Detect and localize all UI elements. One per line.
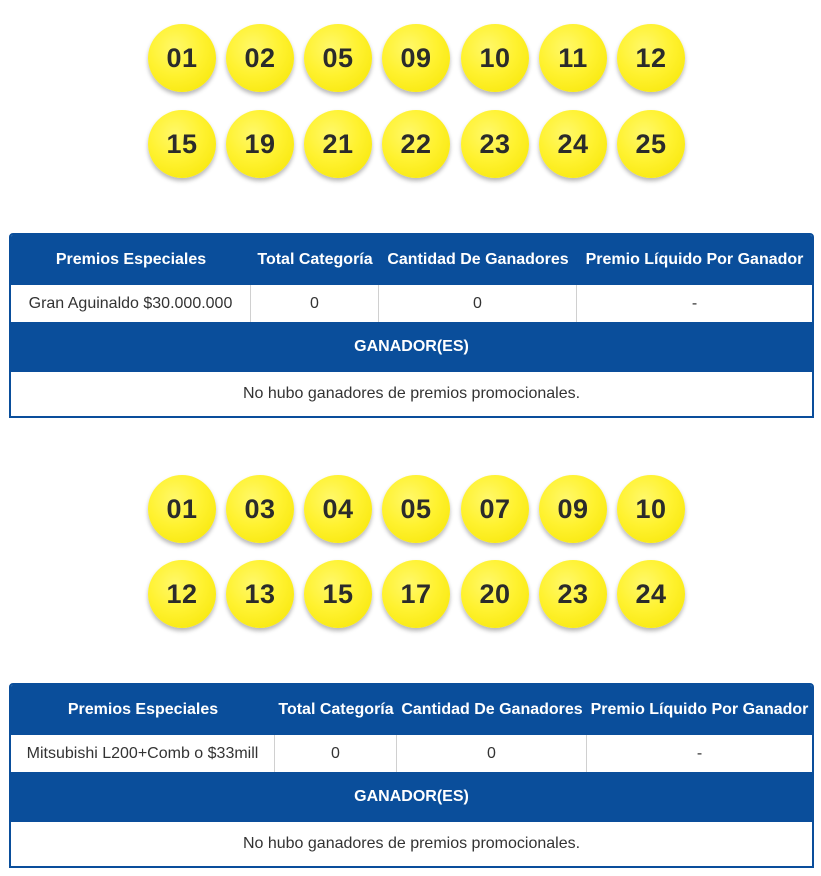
number-balls-row-1 bbox=[0, 24, 821, 98]
number-ball: 17 bbox=[382, 560, 450, 628]
number-ball: 01 bbox=[148, 475, 216, 543]
net-prize-cell: - bbox=[691, 294, 698, 312]
number-balls-row-1 bbox=[0, 475, 821, 549]
number-ball: 05 bbox=[382, 475, 450, 543]
header-premios-especiales: Premios Especiales bbox=[55, 251, 207, 268]
number-balls-row-2 bbox=[0, 560, 821, 634]
total-category-cell: 0 bbox=[275, 735, 397, 772]
number-ball: 09 bbox=[382, 24, 450, 92]
number-ball: 24 bbox=[617, 560, 685, 628]
number-ball: 25 bbox=[617, 110, 685, 178]
special-prizes-table bbox=[9, 683, 814, 868]
header-premios-especiales: Premios Especiales bbox=[67, 701, 219, 718]
number-ball: 07 bbox=[461, 475, 529, 543]
number-ball: 12 bbox=[148, 560, 216, 628]
number-ball: 11 bbox=[539, 24, 607, 92]
winners-header: GANADOR(ES) bbox=[11, 322, 812, 372]
header-cantidad-ganadores: Cantidad De Ganadores bbox=[387, 251, 569, 268]
number-ball: 10 bbox=[461, 24, 529, 92]
number-ball: 19 bbox=[226, 110, 294, 178]
number-ball: 22 bbox=[382, 110, 450, 178]
winners-header: GANADOR(ES) bbox=[11, 772, 812, 822]
number-ball: 05 bbox=[304, 24, 372, 92]
header-cantidad-ganadores: Cantidad De Ganadores bbox=[401, 701, 583, 718]
table-header-row bbox=[11, 235, 812, 285]
winners-message: No hubo ganadores de premios promocionales. bbox=[242, 385, 581, 402]
number-ball: 20 bbox=[461, 560, 529, 628]
number-ball: 24 bbox=[539, 110, 607, 178]
number-ball: 23 bbox=[539, 560, 607, 628]
number-ball: 12 bbox=[617, 24, 685, 92]
number-ball: 02 bbox=[226, 24, 294, 92]
number-ball: 09 bbox=[539, 475, 607, 543]
net-prize-cell: - bbox=[696, 744, 703, 762]
winners-message: No hubo ganadores de premios promocionales. bbox=[242, 835, 581, 852]
table-row bbox=[11, 285, 812, 322]
number-ball: 01 bbox=[148, 24, 216, 92]
prize-name-cell: Mitsubishi L200+Comb o $33mill bbox=[11, 735, 275, 772]
winner-count-cell: 0 bbox=[379, 285, 577, 322]
table-header-row bbox=[11, 685, 812, 735]
special-prizes-table bbox=[9, 233, 814, 418]
number-ball: 04 bbox=[304, 475, 372, 543]
header-premio-liquido: Premio Líquido Por Ganador bbox=[590, 701, 809, 718]
winner-count-cell: 0 bbox=[397, 735, 587, 772]
number-ball: 23 bbox=[461, 110, 529, 178]
prize-name-cell: Gran Aguinaldo $30.000.000 bbox=[11, 285, 251, 322]
number-ball: 03 bbox=[226, 475, 294, 543]
number-ball: 10 bbox=[617, 475, 685, 543]
header-total-categoria: Total Categoría bbox=[257, 251, 373, 268]
number-ball: 15 bbox=[304, 560, 372, 628]
header-total-categoria: Total Categoría bbox=[278, 701, 394, 718]
number-balls-row-2 bbox=[0, 110, 821, 184]
total-category-cell: 0 bbox=[251, 285, 379, 322]
header-premio-liquido: Premio Líquido Por Ganador bbox=[585, 251, 804, 268]
table-row bbox=[11, 735, 812, 772]
number-ball: 15 bbox=[148, 110, 216, 178]
number-ball: 21 bbox=[304, 110, 372, 178]
number-ball: 13 bbox=[226, 560, 294, 628]
